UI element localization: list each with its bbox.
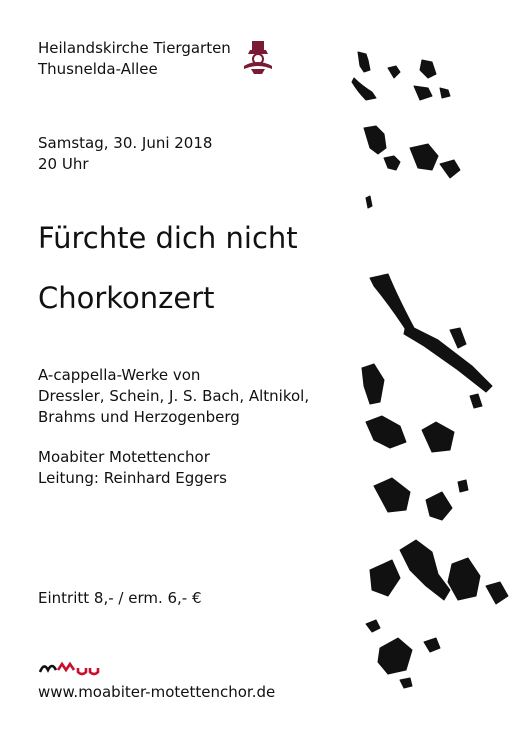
choir-block: [38, 447, 227, 489]
program-line: Dressler, Schein, J. S. Bach, Altnikol,: [38, 387, 310, 405]
handwritten-motet-calligraphy-icon: [340, 30, 525, 700]
program-block: [38, 365, 309, 428]
program-line: Brahms und Herzogenberg: [38, 408, 240, 426]
venue-street: Thusnelda-Allee: [38, 60, 158, 78]
event-time: 20 Uhr: [38, 155, 89, 173]
admission-price: Eintritt 8,- / erm. 6,- €: [38, 589, 202, 607]
program-line: A-cappella-Werke von: [38, 366, 201, 384]
concert-title: Fürchte dich nicht: [38, 221, 298, 255]
venue-name: Heilandskirche Tiergarten: [38, 39, 231, 57]
church-figure-icon: [240, 38, 276, 76]
venue-block: [38, 38, 231, 80]
event-datetime: [38, 133, 212, 175]
choir-name: Moabiter Motettenchor: [38, 448, 210, 466]
concert-subtitle: Chorkonzert: [38, 281, 215, 315]
choir-wave-logo-icon: [38, 660, 100, 678]
website-link[interactable]: www.moabiter-motettenchor.de: [38, 683, 276, 701]
choir-conductor: Leitung: Reinhard Eggers: [38, 469, 228, 487]
event-date: Samstag, 30. Juni 2018: [38, 134, 213, 152]
